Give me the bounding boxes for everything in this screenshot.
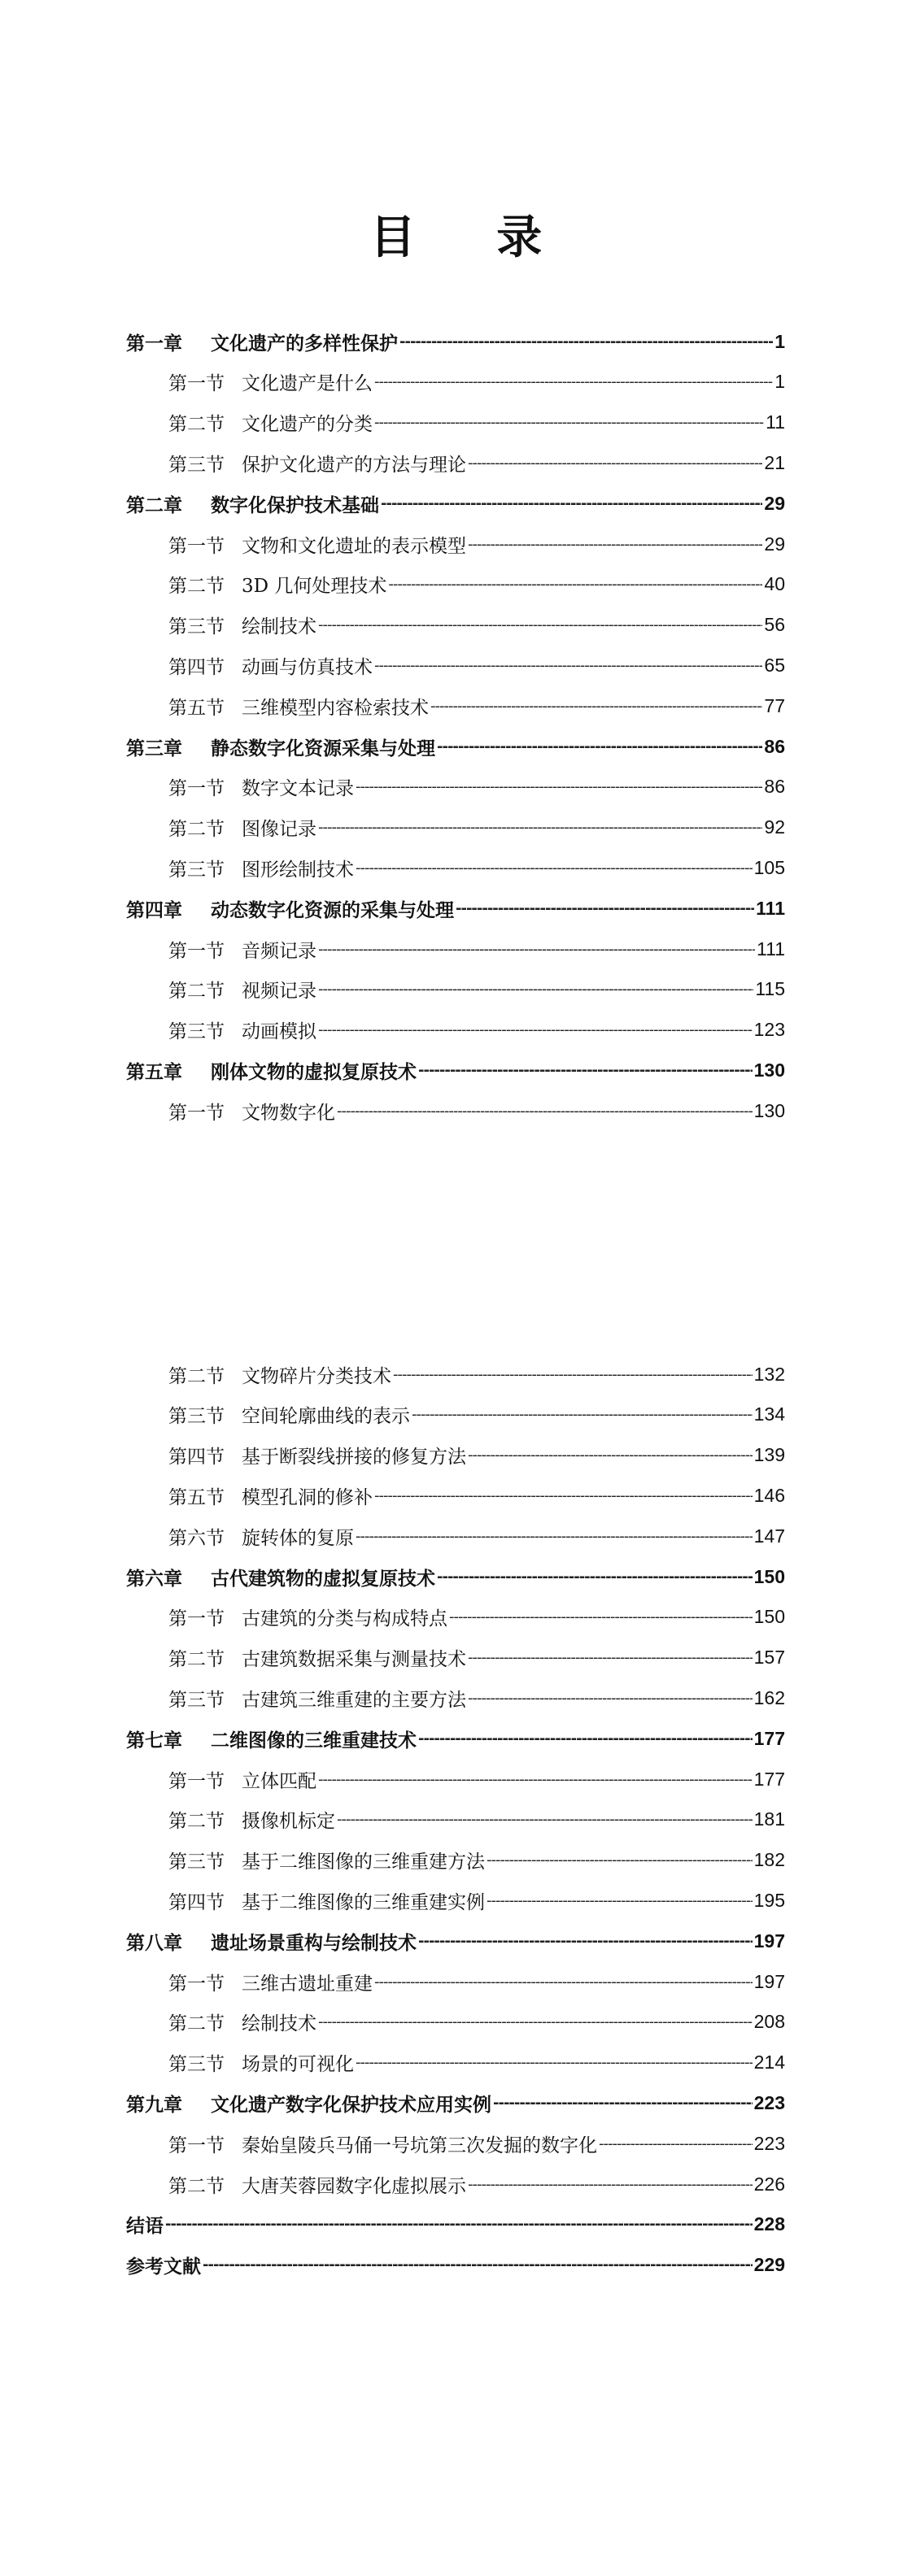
section-entry[interactable]: [168, 1439, 785, 1472]
entry-number: 第八章: [126, 1931, 182, 1954]
dot-leader: [381, 495, 762, 512]
entry-page-number: 123: [753, 1019, 785, 1041]
section-entry[interactable]: [168, 1479, 785, 1512]
entry-title: 三维模型内容检索技术: [242, 697, 429, 719]
entry-number: 第六章: [126, 1567, 182, 1590]
entry-number: 第四章: [126, 899, 182, 921]
entry-title: 遗址场景重构与绘制技术: [211, 1931, 417, 1954]
dot-leader: [374, 657, 762, 674]
entry-page-number: 195: [753, 1889, 785, 1911]
entry-page-number: 11: [766, 411, 785, 433]
entry-page-number: 177: [753, 1727, 785, 1749]
entry-page-number: 214: [753, 2052, 785, 2073]
entry-number: 第一节: [168, 940, 225, 962]
entry-title: 数字文本记录: [242, 778, 354, 800]
entry-number: 第五节: [168, 697, 225, 719]
dot-leader: [418, 1730, 753, 1747]
dot-leader: [374, 414, 764, 431]
dot-leader: [449, 1608, 753, 1625]
entry-number: 第三节: [168, 454, 225, 476]
entry-number: 第二节: [168, 2175, 225, 2197]
entry-number: 第五章: [126, 1060, 182, 1083]
entry-page-number: 86: [764, 735, 785, 757]
entry-title: 基于二维图像的三维重建实例: [242, 1891, 485, 1913]
section-entry[interactable]: [168, 366, 785, 398]
entry-page-number: 111: [756, 897, 785, 919]
section-entry[interactable]: [168, 1399, 785, 1431]
entry-page-number: 181: [753, 1808, 785, 1830]
entry-number: 第一节: [168, 535, 225, 557]
dot-leader: [468, 2176, 753, 2193]
entry-number: 第一节: [168, 1102, 225, 1124]
dot-leader: [318, 1771, 753, 1788]
dot-leader: [337, 1811, 753, 1828]
entry-title: 古代建筑物的虚拟复原技术: [211, 1567, 435, 1590]
entry-title: 文化遗产是什么: [242, 373, 373, 395]
entry-title: 绘制技术: [242, 616, 316, 638]
entry-title: 场景的可视化: [242, 2054, 354, 2076]
entry-page-number: 56: [764, 614, 785, 636]
section-entry[interactable]: [168, 851, 785, 884]
end-entry[interactable]: [126, 2249, 785, 2282]
dot-leader: [374, 373, 773, 390]
entry-title: 秦始皇陵兵马俑一号坑第三次发掘的数字化: [242, 2134, 597, 2156]
entry-number: 第二节: [168, 1365, 225, 1387]
entry-title: 图像记录: [242, 819, 316, 841]
entry-number: 第二节: [168, 1811, 225, 1833]
section-entry[interactable]: [168, 1844, 785, 1877]
entry-number: 第一节: [168, 373, 225, 395]
section-entry[interactable]: [168, 1804, 785, 1836]
entry-page-number: 77: [764, 694, 785, 716]
section-entry[interactable]: [168, 407, 785, 439]
section-entry[interactable]: [168, 1520, 785, 1552]
entry-page-number: 21: [764, 451, 785, 473]
dot-leader: [318, 1021, 753, 1038]
toc-title: 目 录: [369, 211, 575, 264]
dot-leader: [493, 2095, 753, 2112]
entry-title: 文化遗产数字化保护技术应用实例: [211, 2093, 491, 2116]
section-entry[interactable]: [168, 2047, 785, 2079]
dot-leader: [430, 698, 762, 715]
entry-title: 空间轮廓曲线的表示: [242, 1406, 410, 1428]
section-entry[interactable]: [168, 690, 785, 722]
dot-leader: [203, 2256, 753, 2274]
section-entry[interactable]: [168, 1884, 785, 1917]
entry-page-number: 197: [753, 1970, 785, 1992]
section-entry[interactable]: [168, 1358, 785, 1390]
entry-page-number: 65: [764, 654, 785, 676]
entry-page-number: 147: [753, 1525, 785, 1547]
entry-number: 第三节: [168, 1852, 225, 1873]
dot-leader: [356, 859, 753, 877]
entry-number: 第二节: [168, 576, 225, 598]
entry-number: 第二节: [168, 2013, 225, 2035]
entry-page-number: 132: [753, 1363, 785, 1385]
entry-title: 文物和文化遗址的表示模型: [242, 535, 466, 557]
entry-page-number: 134: [753, 1403, 785, 1425]
entry-page-number: 40: [764, 573, 785, 595]
entry-title: 图形绘制技术: [242, 859, 354, 881]
entry-page-number: 146: [753, 1484, 785, 1506]
entry-number: 第三节: [168, 2054, 225, 2076]
entry-number: 第一章: [126, 332, 182, 355]
section-entry[interactable]: [168, 609, 785, 642]
entry-page-number: 197: [753, 1930, 785, 1952]
dot-leader: [318, 616, 762, 633]
section-entry[interactable]: [168, 933, 785, 965]
entry-number: 第五节: [168, 1486, 225, 1508]
entry-page-number: 226: [753, 2173, 785, 2195]
section-entry[interactable]: [168, 1965, 785, 1998]
dot-leader: [165, 2216, 753, 2233]
dot-leader: [356, 778, 762, 795]
entry-page-number: 223: [753, 2091, 785, 2113]
entry-page-number: 1: [775, 371, 785, 393]
entry-page-number: 29: [764, 533, 785, 555]
dot-leader: [318, 819, 762, 836]
section-entry[interactable]: [168, 649, 785, 681]
entry-page-number: 223: [753, 2132, 785, 2154]
entry-title: 文化遗产的分类: [242, 414, 373, 436]
entry-number: 第三节: [168, 859, 225, 881]
entry-number: 第四节: [168, 656, 225, 678]
entry-number: 第三节: [168, 1406, 225, 1428]
entry-page-number: 130: [753, 1099, 785, 1121]
entry-page-number: 162: [753, 1686, 785, 1708]
dot-leader: [318, 941, 755, 958]
entry-title: 保护文化遗产的方法与理论: [242, 454, 466, 476]
entry-number: 第一节: [168, 1608, 225, 1630]
entry-page-number: 157: [753, 1647, 785, 1669]
entry-title: 数字化保护技术基础: [211, 494, 379, 516]
dot-leader: [356, 2054, 753, 2071]
section-entry[interactable]: [168, 771, 785, 803]
section-entry[interactable]: [168, 973, 785, 1006]
dot-leader: [468, 455, 762, 472]
entry-page-number: 105: [753, 856, 785, 878]
entry-title: 文物数字化: [242, 1102, 335, 1124]
end-entry[interactable]: [126, 2208, 785, 2241]
entry-page-number: 1: [775, 330, 785, 352]
entry-title: 古建筑的分类与构成特点: [242, 1608, 447, 1630]
section-entry[interactable]: [168, 1682, 785, 1714]
entry-title: 参考文献: [126, 2256, 201, 2278]
chapter-entry[interactable]: [126, 1560, 785, 1593]
entry-page-number: 130: [753, 1059, 785, 1081]
dot-leader: [318, 2013, 753, 2030]
dot-leader: [374, 1973, 753, 1991]
entry-number: 第三节: [168, 616, 225, 638]
entry-title: 古建筑数据采集与测量技术: [242, 1649, 466, 1671]
dot-leader: [418, 1062, 753, 1079]
entry-number: 第四节: [168, 1447, 225, 1469]
entry-page-number: 86: [764, 776, 785, 798]
dot-leader: [418, 1933, 753, 1950]
entry-number: 第一节: [168, 2134, 225, 2156]
entry-title: 刚体文物的虚拟复原技术: [211, 1060, 417, 1083]
entry-title: 视频记录: [242, 981, 316, 1003]
chapter-entry[interactable]: [126, 892, 785, 925]
entry-page-number: 150: [753, 1606, 785, 1628]
entry-title: 静态数字化资源采集与处理: [211, 737, 435, 759]
entry-number: 第四节: [168, 1891, 225, 1913]
section-entry[interactable]: [168, 2006, 785, 2039]
entry-title: 动态数字化资源的采集与处理: [211, 899, 454, 921]
chapter-entry[interactable]: [126, 487, 785, 520]
entry-title: 模型孔洞的修补: [242, 1486, 373, 1508]
section-entry[interactable]: [168, 1014, 785, 1046]
section-entry[interactable]: [168, 1642, 785, 1674]
dot-leader: [356, 1528, 753, 1545]
entry-page-number: 177: [753, 1768, 785, 1790]
dot-leader: [468, 1447, 753, 1464]
entry-page-number: 115: [755, 978, 785, 1000]
entry-number: 第六节: [168, 1527, 225, 1549]
dot-leader: [599, 2135, 753, 2152]
entry-title: 结语: [126, 2215, 164, 2238]
entry-number: 第九章: [126, 2093, 182, 2116]
entry-page-number: 228: [753, 2213, 785, 2235]
entry-number: 第二章: [126, 494, 182, 516]
dot-leader: [399, 333, 773, 350]
entry-title: 文化遗产的多样性保护: [211, 332, 398, 355]
entry-title: 摄像机标定: [242, 1811, 335, 1833]
entry-title: 绘制技术: [242, 2013, 316, 2035]
section-entry[interactable]: [168, 568, 785, 601]
entry-page-number: 29: [764, 492, 785, 514]
entry-title: 音频记录: [242, 940, 316, 962]
entry-number: 第二节: [168, 819, 225, 841]
entry-title: 二维图像的三维重建技术: [211, 1729, 417, 1751]
entry-page-number: 111: [757, 938, 785, 959]
dot-leader: [487, 1892, 753, 1909]
entry-number: 第二节: [168, 414, 225, 436]
section-entry[interactable]: [168, 446, 785, 479]
entry-page-number: 92: [764, 816, 785, 838]
entry-number: 第三章: [126, 737, 182, 759]
entry-title: 古建筑三维重建的主要方法: [242, 1689, 466, 1711]
entry-title: 立体匹配: [242, 1770, 316, 1792]
entry-title: 基于断裂线拼接的修复方法: [242, 1447, 466, 1469]
section-entry[interactable]: [168, 2127, 785, 2160]
entry-page-number: 229: [753, 2254, 785, 2276]
entry-number: 第一节: [168, 1973, 225, 1995]
entry-title: 文物碎片分类技术: [242, 1365, 391, 1387]
dot-leader: [437, 738, 762, 755]
section-entry[interactable]: [168, 1601, 785, 1634]
dot-leader: [393, 1366, 753, 1383]
chapter-entry[interactable]: [126, 1722, 785, 1755]
dot-leader: [437, 1569, 753, 1586]
entry-title: 大唐芙蓉园数字化虚拟展示: [242, 2175, 466, 2197]
entry-number: 第一节: [168, 1770, 225, 1792]
entry-title: 基于二维图像的三维重建方法: [242, 1852, 485, 1873]
entry-page-number: 150: [753, 1565, 785, 1587]
entry-number: 第七章: [126, 1729, 182, 1751]
chapter-entry[interactable]: [126, 1054, 785, 1086]
entry-title: 旋转体的复原: [242, 1527, 354, 1549]
dot-leader: [468, 1690, 753, 1707]
entry-title: 动画模拟: [242, 1021, 316, 1043]
section-entry[interactable]: [168, 812, 785, 844]
entry-number: 第三节: [168, 1689, 225, 1711]
chapter-entry[interactable]: [126, 2086, 785, 2119]
dot-leader: [468, 1649, 753, 1666]
entry-number: 第二节: [168, 1649, 225, 1671]
entry-title: 三维古遗址重建: [242, 1973, 373, 1995]
section-entry[interactable]: [168, 2168, 785, 2200]
entry-title: 动画与仿真技术: [242, 656, 373, 678]
entry-number: 第二节: [168, 981, 225, 1003]
dot-leader: [456, 900, 754, 917]
chapter-entry[interactable]: [126, 1925, 785, 1957]
dot-leader: [374, 1487, 753, 1504]
dot-leader: [388, 576, 762, 593]
dot-leader: [468, 536, 762, 553]
entry-page-number: 182: [753, 1849, 785, 1871]
entry-page-number: 139: [753, 1444, 785, 1466]
entry-number: 第三节: [168, 1021, 225, 1043]
entry-title: 3D 几何处理技术: [242, 576, 387, 598]
entry-page-number: 208: [753, 2011, 785, 2033]
dot-leader: [412, 1406, 753, 1423]
chapter-entry[interactable]: [126, 325, 785, 358]
dot-leader: [337, 1103, 753, 1120]
dot-leader: [487, 1852, 753, 1869]
chapter-entry[interactable]: [126, 730, 785, 763]
section-entry[interactable]: [168, 528, 785, 560]
section-entry[interactable]: [168, 1094, 785, 1127]
section-entry[interactable]: [168, 1763, 785, 1795]
dot-leader: [318, 981, 753, 998]
entry-number: 第一节: [168, 778, 225, 800]
